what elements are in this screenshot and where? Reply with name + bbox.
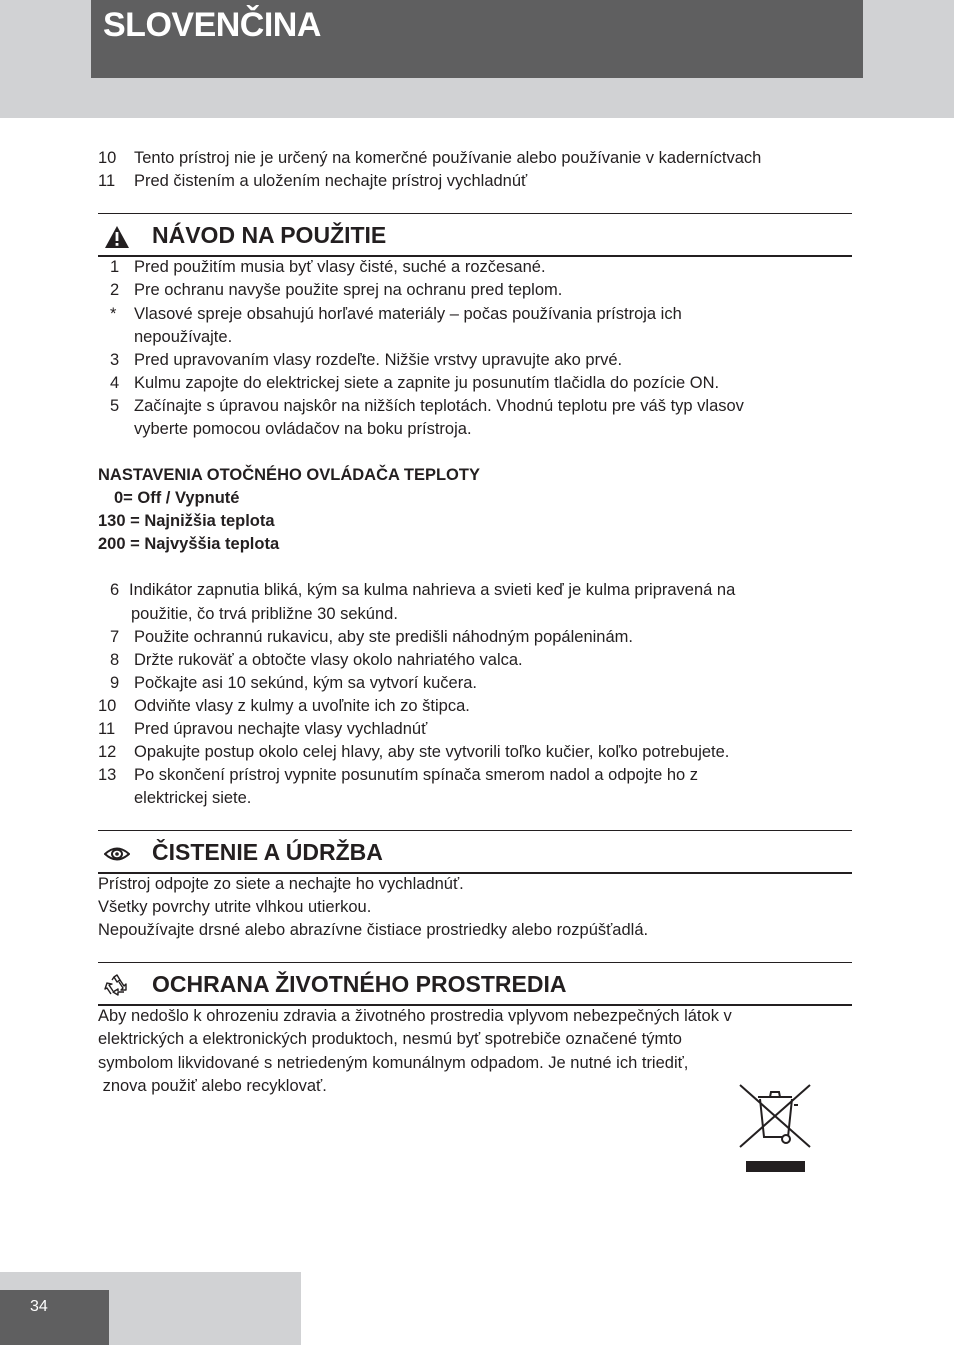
setting-off: 0= Off / Vypnuté	[114, 489, 240, 507]
step-text: Pre ochranu navyše použite sprej na ochranu pred teplom.	[134, 281, 563, 299]
cleaning-text-line: Všetky povrchy utrite vlhkou utierkou.	[98, 898, 372, 916]
step-number: 3	[110, 351, 120, 369]
environment-text-line: symbolom likvidované s netriedeným komunálnym odpadom. Je nutné ich triediť,	[98, 1054, 689, 1072]
page-title: SLOVENČINA	[103, 6, 321, 44]
step-number: *	[110, 305, 117, 323]
intro-item-number: 10	[98, 149, 117, 167]
page-number: 34	[30, 1298, 48, 1315]
step-number: 2	[110, 281, 120, 299]
step-text: Vlasové spreje obsahujú horľavé materiály – počas používania prístroja ich	[134, 305, 682, 323]
environment-section-header	[98, 962, 852, 1006]
step-text: Držte rukoväť a obtočte vlasy okolo nahriatého valca.	[134, 651, 523, 669]
section-rule-top	[98, 962, 852, 963]
environment-text-line: elektrických a elektronických produktoch, nesmú byť spotrebiče označené týmto	[98, 1030, 682, 1048]
step-text-continued: vyberte pomocou ovládačov na boku prístroja.	[134, 420, 472, 438]
environment-text-line: Aby nedošlo k ohrozeniu zdravia a životného prostredia vplyvom nebezpečných látok v	[98, 1007, 732, 1025]
cleaning-text-line: Prístroj odpojte zo siete a nechajte ho vychladnúť.	[98, 875, 464, 893]
section-rule-top	[98, 213, 852, 214]
step-text: Odviňte vlasy z kulmy a uvoľnite ich zo štipca.	[134, 697, 470, 715]
usage-section-title: NÁVOD NA POUŽITIE	[152, 222, 387, 248]
crossed-out-wheelie-bin-icon	[738, 1083, 812, 1175]
settings-heading: NASTAVENIA OTOČNÉHO OVLÁDAČA TEPLOTY	[98, 466, 480, 484]
step-number: 6	[110, 581, 120, 599]
intro-item-text: Tento prístroj nie je určený na komerčné používanie alebo používanie v kaderníctvach	[134, 149, 762, 167]
step-text: Použite ochrannú rukavicu, aby ste predišli náhodným popáleninám.	[134, 628, 633, 646]
step-number: 9	[110, 674, 120, 692]
step-text: Po skončení prístroj vypnite posunutím spínača smerom nadol a odpojte ho z	[134, 766, 699, 784]
section-rule-top	[98, 830, 852, 831]
cleaning-text-line: Nepoužívajte drsné alebo abrazívne čistiace prostriedky alebo rozpúšťadlá.	[98, 921, 649, 939]
step-text-continued: nepoužívajte.	[134, 328, 233, 346]
step-number: 12	[98, 743, 117, 761]
usage-section-header	[98, 213, 852, 257]
step-number: 11	[98, 720, 116, 738]
step-text-continued: použitie, čo trvá približne 30 sekúnd.	[131, 605, 398, 623]
step-text: Pred úpravou nechajte vlasy vychladnúť	[134, 720, 428, 738]
cleaning-section-header	[98, 830, 852, 874]
step-number: 1	[110, 258, 120, 276]
environment-text-line: znova použiť alebo recyklovať.	[98, 1077, 327, 1095]
step-text: Indikátor zapnutia bliká, kým sa kulma nahrieva a svieti keď je kulma pripravená na	[129, 581, 736, 599]
step-number: 4	[110, 374, 120, 392]
intro-item-text: Pred čistením a uložením nechajte prístroj vychladnúť	[134, 172, 528, 190]
eye-icon	[104, 842, 130, 866]
header-title-box	[91, 0, 863, 78]
step-number: 5	[110, 397, 120, 415]
step-text: Začínajte s úpravou najskôr na nižších teplotách. Vhodnú teplotu pre váš typ vlasov	[134, 397, 744, 415]
step-text: Kulmu zapojte do elektrickej siete a zapnite ju posunutím tlačidla do pozície ON.	[134, 374, 720, 392]
setting-min: 130 = Najnižšia teplota	[98, 512, 275, 530]
step-number: 13	[98, 766, 117, 784]
step-text-continued: elektrickej siete.	[134, 789, 252, 807]
step-number: 8	[110, 651, 120, 669]
step-text: Pred upravovaním vlasy rozdeľte. Nižšie vrstvy upravujte ako prvé.	[134, 351, 623, 369]
step-number: 10	[98, 697, 117, 715]
step-text: Počkajte asi 10 sekúnd, kým sa vytvorí kučera.	[134, 674, 477, 692]
warning-icon	[104, 225, 130, 249]
step-text: Opakujte postup okolo celej hlavy, aby ste vytvorili toľko kučier, koľko potrebujete.	[134, 743, 730, 761]
setting-max: 200 = Najvyššia teplota	[98, 535, 280, 553]
recycle-icon	[104, 974, 130, 998]
step-text: Pred použitím musia byť vlasy čisté, suché a rozčesané.	[134, 258, 546, 276]
intro-item-number: 11	[98, 172, 116, 190]
cleaning-section-title: ČISTENIE A ÚDRŽBA	[152, 839, 383, 865]
step-number: 7	[110, 628, 120, 646]
footer-page-box	[0, 1290, 109, 1345]
environment-section-title: OCHRANA ŽIVOTNÉHO PROSTREDIA	[152, 971, 567, 997]
